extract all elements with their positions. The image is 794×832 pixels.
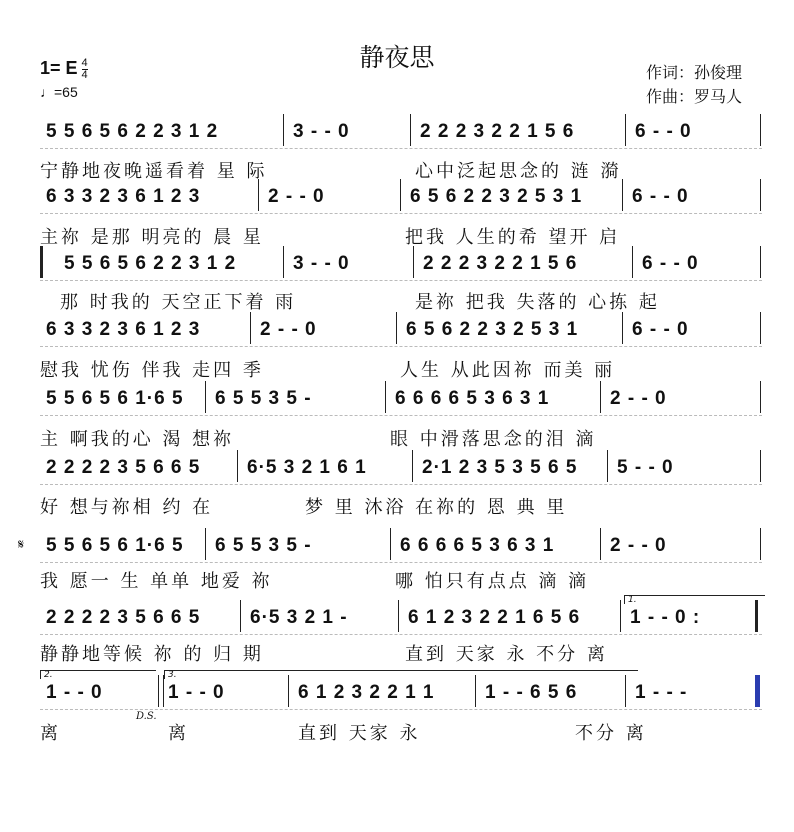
lyric-line: 是祢 把我 失落的 心拣 起 <box>415 292 660 313</box>
time-sig-top: 4 <box>81 57 88 70</box>
measure: 1 - - 6 5 6 <box>485 682 578 703</box>
staff-row <box>40 118 762 149</box>
barline <box>390 528 391 560</box>
barline <box>288 675 289 707</box>
measure: 6 1 2 3 2 2 1 6 5 6 <box>408 607 581 628</box>
time-signature <box>82 58 88 81</box>
time-sig-bottom: 4 <box>81 69 88 82</box>
barline <box>240 600 241 632</box>
barline <box>760 312 761 344</box>
barline <box>625 114 626 146</box>
segno-sign: 𝄋 <box>18 537 25 553</box>
barline <box>475 675 476 707</box>
measure: 2 - - 0 <box>610 535 667 556</box>
lyric-line: 好 想与祢相 约 在 <box>40 497 214 518</box>
staff-row <box>40 670 762 722</box>
barline <box>600 381 601 413</box>
barline <box>250 312 251 344</box>
repeat-end-barline <box>755 600 758 632</box>
staff-row <box>18 532 762 563</box>
measure: 5 5 6 5 6 2 2 3 1 2 <box>64 253 237 274</box>
barline <box>385 381 386 413</box>
measure: 6 3 3 2 3 6 1 2 3 <box>46 186 201 207</box>
measure: 1 - - 0 : <box>630 607 701 628</box>
barline <box>625 675 626 707</box>
measure: 5 5 6 5 6 1·6 5 <box>46 535 184 556</box>
lyric-line: 直到 天家 永 不分 离 <box>405 644 608 665</box>
volta-3: 3. <box>164 670 638 679</box>
barline <box>760 179 761 211</box>
measure: 1 - - 0 <box>46 682 103 703</box>
barline <box>760 114 761 146</box>
barline <box>622 312 623 344</box>
lyric-line: 不分 离 <box>575 723 647 744</box>
measure: 1 - - 0 <box>168 682 225 703</box>
lyric-line: 主 啊我的心 渴 想祢 <box>40 429 235 450</box>
measure: 6 3 3 2 3 6 1 2 3 <box>46 319 201 340</box>
measure: 6 - - 0 <box>635 121 692 142</box>
lyric-line: 哪 怕只有点点 滴 滴 <box>395 571 590 592</box>
lyric-line: 梦 里 沐浴 在祢的 恩 典 里 <box>305 497 568 518</box>
barline <box>760 528 761 560</box>
barline <box>632 246 633 278</box>
measure: 5 5 6 5 6 2 2 3 1 2 <box>46 121 219 142</box>
staff-row <box>40 316 762 347</box>
lyric-line: 眼 中滑落思念的泪 滴 <box>390 429 597 450</box>
measure: 6 1 2 3 2 2 1 1 <box>298 682 435 703</box>
barline <box>237 450 238 482</box>
lyric-line: 直到 天家 永 <box>298 723 421 744</box>
measure: 2 - - 0 <box>268 186 325 207</box>
measure: 6 5 5 3 5 - <box>215 535 312 556</box>
measure: 6·5 3 2 1 - <box>250 607 348 628</box>
barline <box>283 114 284 146</box>
measure: 5 5 6 5 6 1·6 5 <box>46 388 184 409</box>
barline <box>413 246 414 278</box>
volta-1: 1. <box>624 595 765 604</box>
lyric-line: 静静地等候 祢 的 归 期 <box>40 644 264 665</box>
lyricist-credit: 作词：孙俊理 <box>646 63 743 82</box>
barline <box>607 450 608 482</box>
song-title: 静夜思 <box>359 43 435 72</box>
barline <box>760 450 761 482</box>
staff-row <box>40 250 762 281</box>
measure: 3 - - 0 <box>293 253 350 274</box>
key-label: 1= E <box>40 58 78 78</box>
lyric-line: 人生 从此因祢 而美 丽 <box>400 360 616 381</box>
measure: 6 - - 0 <box>632 319 689 340</box>
barline <box>600 528 601 560</box>
barline <box>760 246 761 278</box>
measure: 6 - - 0 <box>632 186 689 207</box>
measure: 2 2 2 3 2 2 1 5 6 <box>420 121 575 142</box>
staff-row <box>40 183 762 214</box>
staff-row <box>40 595 762 635</box>
tempo-marking: ♩=65 <box>40 84 78 100</box>
lyric-line: 宁静地夜晚遥看着 星 际 <box>40 161 268 182</box>
measure: 6·5 3 2 1 6 1 <box>247 457 367 478</box>
measure: 6 5 6 2 2 3 2 5 3 1 <box>406 319 579 340</box>
barline <box>205 381 206 413</box>
barline <box>258 179 259 211</box>
measure: 6 6 6 6 5 3 6 3 1 <box>400 535 555 556</box>
barline <box>760 381 761 413</box>
measure: 3 - - 0 <box>293 121 350 142</box>
lyric-line: 主祢 是那 明亮的 晨 星 <box>40 227 264 248</box>
measure: 2 - - 0 <box>260 319 317 340</box>
staff-row <box>40 454 762 485</box>
dal-segno-marking: D.S. <box>136 711 157 722</box>
barline <box>412 450 413 482</box>
staff-row <box>40 385 762 416</box>
key-signature <box>40 58 88 81</box>
measure: 2·1 2 3 5 3 5 6 5 <box>422 457 578 478</box>
lyric-line: 我 愿一 生 单单 地爱 祢 <box>40 571 273 592</box>
measure: 5 - - 0 <box>617 457 674 478</box>
barline <box>205 528 206 560</box>
barline <box>398 600 399 632</box>
lyric-line: 那 时我的 天空正下着 雨 <box>60 292 297 313</box>
measure: 6 6 6 6 5 3 6 3 1 <box>395 388 550 409</box>
lyric-line: 离 <box>168 723 189 744</box>
final-barline <box>755 675 760 707</box>
measure: 6 5 6 2 2 3 2 5 3 1 <box>410 186 583 207</box>
lyric-line: 离 <box>40 723 61 744</box>
composer-credit: 作曲：罗马人 <box>646 87 743 106</box>
repeat-start-barline <box>40 246 43 278</box>
lyric-line: 把我 人生的希 望开 启 <box>405 227 621 248</box>
measure: 6 5 5 3 5 - <box>215 388 312 409</box>
volta-2: 2. <box>40 670 156 679</box>
measure: 2 2 2 2 3 5 6 6 5 <box>46 607 201 628</box>
barline <box>283 246 284 278</box>
barline <box>620 600 621 632</box>
measure: 2 - - 0 <box>610 388 667 409</box>
barline <box>396 312 397 344</box>
measure: 1 - - - <box>635 682 688 703</box>
barline <box>622 179 623 211</box>
measure: 6 - - 0 <box>642 253 699 274</box>
measure: 2 2 2 3 2 2 1 5 6 <box>423 253 578 274</box>
barline <box>410 114 411 146</box>
lyric-line: 慰我 忧伤 伴我 走四 季 <box>40 360 264 381</box>
lyric-line: 心中泛起思念的 涟 漪 <box>415 161 622 182</box>
barline <box>400 179 401 211</box>
measure: 2 2 2 2 3 5 6 6 5 <box>46 457 201 478</box>
